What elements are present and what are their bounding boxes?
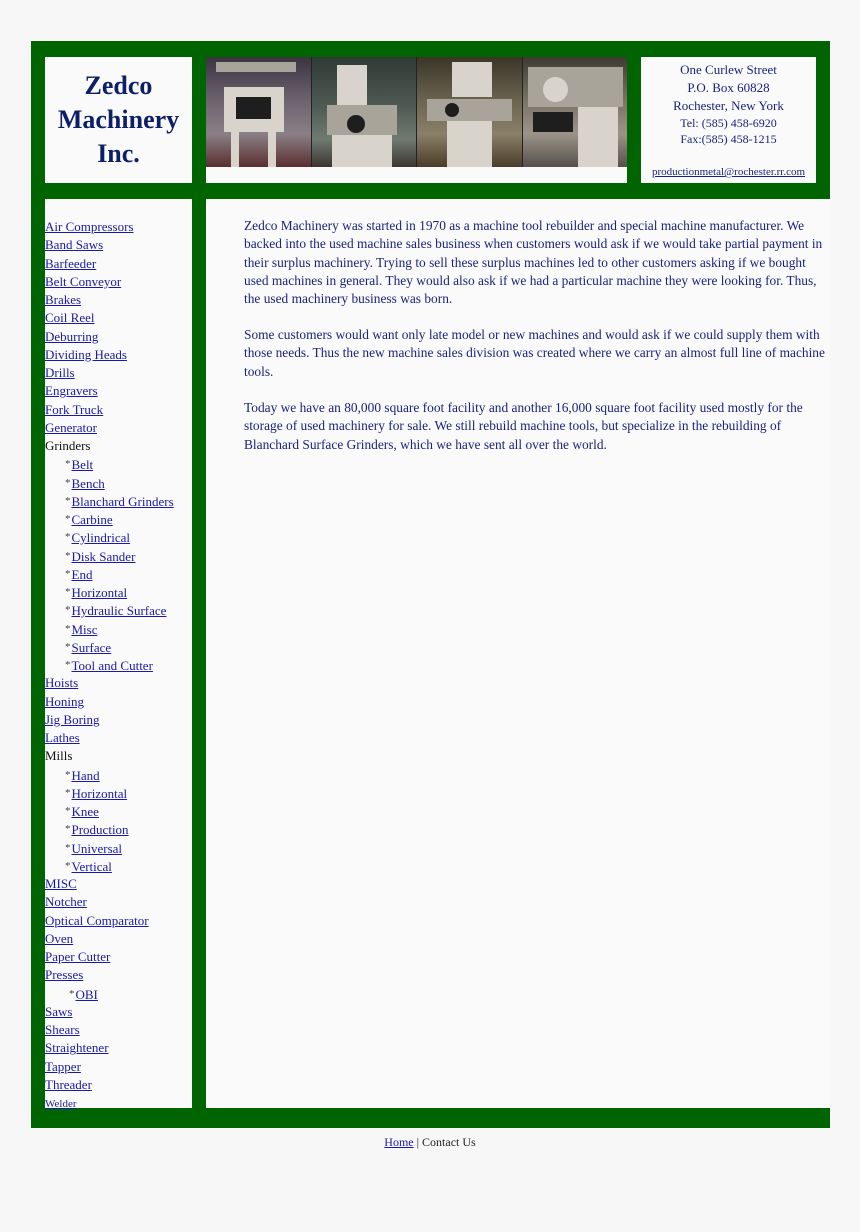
category-item[interactable] <box>45 638 174 656</box>
category-link-dividing-heads[interactable]: Dividing Heads <box>45 346 127 362</box>
category-item[interactable] <box>45 236 174 254</box>
category-link-surface[interactable]: Surface <box>71 639 112 655</box>
fax-number: Fax:(585) 458-1215 <box>680 132 777 146</box>
sub-bullet: * <box>65 859 71 872</box>
machine-photo-4 <box>523 57 628 167</box>
category-item[interactable] <box>45 857 174 875</box>
category-item[interactable] <box>45 912 174 930</box>
category-link-mills: Mills <box>45 748 73 764</box>
category-link-belt-conveyor[interactable]: Belt Conveyor <box>45 273 122 289</box>
category-item[interactable] <box>45 948 174 966</box>
category-link-bench[interactable]: Bench <box>71 475 105 491</box>
category-item[interactable] <box>45 510 174 528</box>
category-item[interactable] <box>45 218 174 236</box>
category-item[interactable] <box>45 1039 174 1057</box>
category-item[interactable] <box>45 930 174 948</box>
category-item[interactable] <box>45 656 174 674</box>
category-item[interactable] <box>45 893 174 911</box>
category-link-brakes[interactable]: Brakes <box>45 292 82 307</box>
category-item <box>45 437 174 455</box>
category-item[interactable] <box>45 364 174 382</box>
machine-photo-3 <box>417 57 523 167</box>
category-link-threader[interactable]: Threader <box>45 1076 92 1092</box>
category-link-knee[interactable]: Knee <box>71 804 99 819</box>
category-item[interactable] <box>45 255 174 273</box>
category-link-misc[interactable]: Misc <box>71 621 98 637</box>
category-item[interactable] <box>45 711 174 729</box>
category-link-paper-cutter[interactable]: Paper Cutter <box>45 949 111 964</box>
category-item[interactable] <box>45 583 174 601</box>
category-item[interactable] <box>45 547 174 565</box>
category-item[interactable] <box>45 1076 174 1094</box>
company-name-line2: Machinery <box>57 105 180 134</box>
category-link-end[interactable]: End <box>71 566 93 582</box>
category-item[interactable] <box>45 1003 174 1021</box>
sub-bullet: * <box>69 987 75 1000</box>
footer <box>0 1135 860 1150</box>
category-link-belt[interactable]: Belt <box>71 457 94 473</box>
category-link-horizontal[interactable]: Horizontal <box>71 785 128 801</box>
category-item[interactable] <box>45 528 174 546</box>
category-item[interactable] <box>45 346 174 364</box>
category-item[interactable] <box>45 985 174 1003</box>
sub-bullet: * <box>65 786 71 799</box>
sub-bullet: * <box>65 531 71 544</box>
category-item[interactable] <box>45 492 174 510</box>
about-paragraph-3: Today we have an 80,000 square foot facility and another 16,000 square foot facility used mostly for the storage of used machinery for sale. We still rebuild machine tools, but specialize in the rebuilding of Blanchard Surface Grinders, which we have sent all over the world. <box>244 400 803 452</box>
sub-bullet: * <box>65 768 71 781</box>
category-link-deburring[interactable]: Deburring <box>45 328 99 344</box>
address-po-box: P.O. Box 60828 <box>687 80 770 95</box>
category-link-tapper[interactable]: Tapper <box>45 1058 81 1074</box>
category-item[interactable] <box>45 766 174 784</box>
category-item <box>45 747 174 765</box>
sub-bullet: * <box>65 640 71 653</box>
category-link-blanchard-grinders[interactable]: Blanchard Grinders <box>71 493 174 509</box>
category-item[interactable] <box>45 1021 174 1039</box>
category-item[interactable] <box>45 839 174 857</box>
category-item[interactable] <box>45 674 174 692</box>
category-link-misc[interactable]: MISC <box>45 876 77 891</box>
category-item[interactable] <box>45 291 174 309</box>
sub-bullet: * <box>65 567 71 580</box>
category-link-coil-reel[interactable]: Coil Reel <box>45 310 95 326</box>
category-link-production[interactable]: Production <box>71 822 129 838</box>
category-link-optical-comparator[interactable]: Optical Comparator <box>45 912 149 928</box>
category-link-oven[interactable]: Oven <box>45 930 74 946</box>
company-name-line3: Inc. <box>97 139 140 168</box>
category-item[interactable] <box>45 1058 174 1076</box>
category-item[interactable] <box>45 620 174 638</box>
sub-bullet: * <box>65 586 71 598</box>
category-item[interactable] <box>45 820 174 838</box>
category-item[interactable] <box>45 455 174 473</box>
category-item[interactable] <box>45 802 174 820</box>
category-item[interactable] <box>45 474 174 492</box>
category-link-straightener[interactable]: Straightener <box>45 1040 109 1056</box>
phone-number: Tel: (585) 458-6920 <box>680 116 777 130</box>
category-link-barfeeder[interactable]: Barfeeder <box>45 255 97 271</box>
category-link-generator[interactable]: Generator <box>45 419 97 435</box>
sub-bullet: * <box>65 622 71 635</box>
category-link-fork-truck[interactable]: Fork Truck <box>45 401 104 417</box>
footer-home-link[interactable]: Home <box>384 1135 414 1149</box>
category-link-cylindrical[interactable]: Cylindrical <box>71 530 130 546</box>
sub-bullet: * <box>65 513 71 525</box>
category-item[interactable] <box>45 401 174 419</box>
category-link-hoists[interactable]: Hoists <box>45 675 79 691</box>
sub-bullet: * <box>65 823 71 836</box>
company-logo <box>45 57 192 183</box>
category-link-engravers[interactable]: Engravers <box>45 383 98 399</box>
machine-photo-1 <box>206 57 312 167</box>
category-link-hydraulic-surface[interactable]: Hydraulic Surface <box>71 603 167 619</box>
category-link-universal[interactable]: Universal <box>71 840 123 856</box>
machine-photo-strip <box>206 57 627 183</box>
about-paragraph-2: Some customers would want only late model or new machines and would ask if we could supply them with those needs. Thus the new machine sales division was created where we carry an almost full line of machine tools. <box>244 327 825 379</box>
category-item[interactable] <box>45 784 174 802</box>
category-item[interactable] <box>45 382 174 400</box>
category-item[interactable] <box>45 693 174 711</box>
category-item[interactable] <box>45 328 174 346</box>
category-item[interactable] <box>45 875 174 893</box>
sub-bullet: * <box>65 549 71 562</box>
main-content <box>206 199 830 1108</box>
category-item[interactable] <box>45 729 174 747</box>
category-item[interactable] <box>45 565 174 583</box>
company-name-line1: Zedco <box>84 71 153 100</box>
sub-bullet: * <box>65 841 71 854</box>
category-link-carbine[interactable]: Carbine <box>71 512 113 527</box>
footer-separator: | <box>413 1135 423 1149</box>
category-link-notcher[interactable]: Notcher <box>45 894 87 910</box>
sub-bullet: * <box>65 805 71 817</box>
address-street: One Curlew Street <box>680 62 777 77</box>
sub-bullet: * <box>65 476 71 489</box>
sub-bullet: * <box>65 659 71 671</box>
category-link-vertical[interactable]: Vertical <box>71 858 112 874</box>
category-link-lathes[interactable]: Lathes <box>45 730 80 745</box>
category-link-presses[interactable]: Presses <box>45 967 84 983</box>
email-link[interactable]: productionmetal@rochester.rr.com <box>651 166 806 178</box>
about-paragraph-1: Zedco Machinery was started in 1970 as a machine tool rebuilder and special machine manufacturer. We backed into the used machine sales business when customers would ask if we would take partial payment in their surplus machinery. Trying to sell these surplus machines led to other customers asking if we bought used machines in general. They would also ask if we had a particular machine they were looking for. Thus, the used machinery business was born. <box>244 218 823 307</box>
sub-bullet: * <box>65 458 71 471</box>
category-item[interactable] <box>45 273 174 291</box>
category-link-hand[interactable]: Hand <box>71 767 100 783</box>
category-list <box>45 218 174 1112</box>
footer-contact-text: Contact Us <box>422 1135 476 1149</box>
category-link-jig-boring[interactable]: Jig Boring <box>45 711 100 727</box>
machine-photo-2 <box>312 57 418 167</box>
category-link-drills[interactable]: Drills <box>45 365 75 380</box>
category-link-horizontal[interactable]: Horizontal <box>71 585 128 600</box>
category-link-shears[interactable]: Shears <box>45 1022 80 1037</box>
category-sidebar <box>45 199 192 1108</box>
category-link-disk-sander[interactable]: Disk Sander <box>71 548 136 564</box>
category-item[interactable] <box>45 419 174 437</box>
category-link-tool-and-cutter[interactable]: Tool and Cutter <box>71 658 153 673</box>
category-item[interactable] <box>45 966 174 984</box>
sub-bullet: * <box>65 494 71 507</box>
category-link-welder[interactable]: Welder <box>45 1098 77 1110</box>
category-link-saws[interactable]: Saws <box>45 1003 73 1019</box>
category-item[interactable] <box>45 601 174 619</box>
contact-info <box>641 57 816 183</box>
category-item[interactable] <box>45 309 174 327</box>
category-link-band-saws[interactable]: Band Saws <box>45 237 104 253</box>
category-link-air-compressors[interactable]: Air Compressors <box>45 219 134 234</box>
category-link-grinders: Grinders <box>45 438 91 453</box>
category-link-honing[interactable]: Honing <box>45 693 84 709</box>
category-link-obi[interactable]: OBI <box>75 986 98 1002</box>
category-item[interactable] <box>45 1094 174 1112</box>
sub-bullet: * <box>65 604 71 617</box>
address-city: Rochester, New York <box>673 98 784 113</box>
